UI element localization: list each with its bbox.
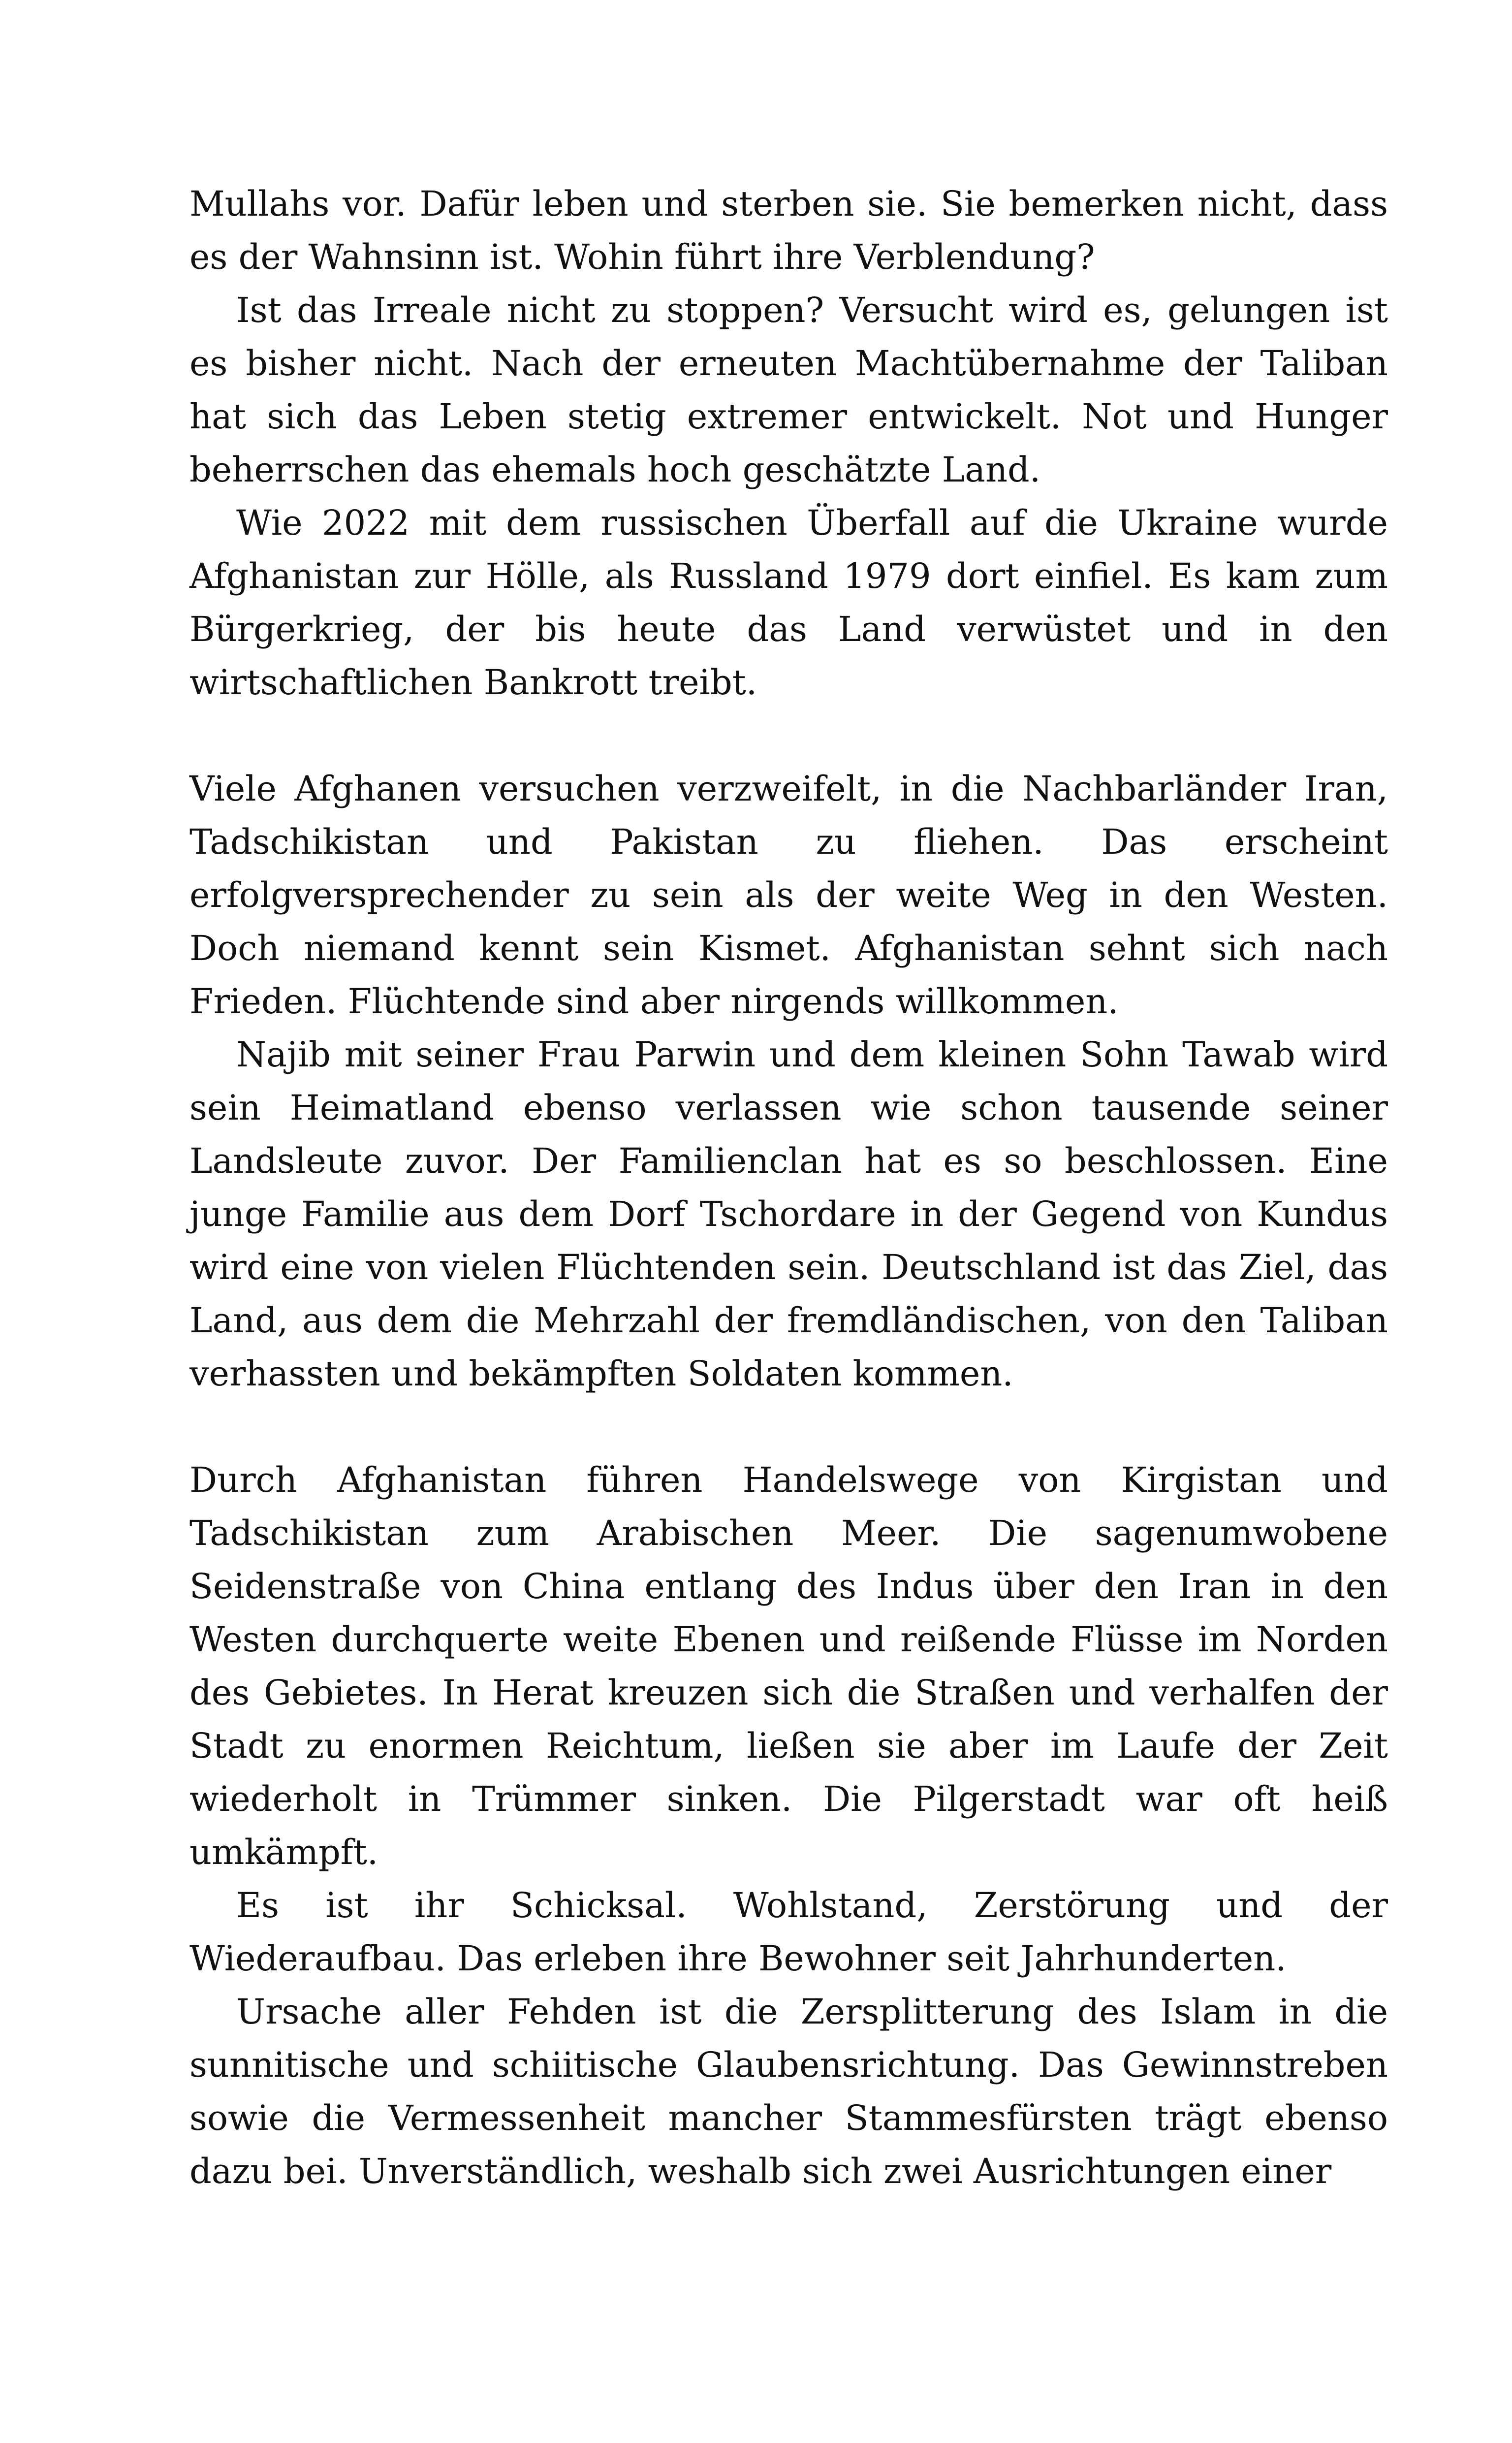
paragraph-1: Mullahs vor. Dafür leben und sterben sie. Sie bemerken nicht, dass es der Wahnsinn ist. Wohin führt ihre Verblendung? — [189, 184, 1388, 277]
paragraph-6: Durch Afghanistan führen Handelswege von Kirgistan und Tadschikistan zum Arabischen Meer. Die sagenumwobene Seidenstraße von China entlang des Indus über den Iran in den Westen durchquerte weite Ebenen und reißende Flüsse im Norden des Gebietes. In Herat kreuzen sich die Straßen und verhalfen der Stadt zu enormen Reichtum, ließen sie aber im Laufe der Zeit wiederholt in Trümmer sinken. Die Pilgerstadt war oft heiß umkämpft. — [189, 1460, 1388, 1872]
paragraph-4: Viele Afghanen versuchen verzweifelt, in die Nachbarländer Iran, Tadschikistan und Pakistan zu fliehen. Das erscheint erfolgversprechender zu sein als der weite Weg in den Westen. Doch niemand kennt sein Kismet. Afghanistan sehnt sich nach Frieden. Flüchtende sind aber nirgends willkommen. — [189, 769, 1388, 1022]
paragraph-2: Ist das Irreale nicht zu stoppen? Versucht wird es, gelungen ist es bisher nicht. Nach der erneuten Machtübernahme der Taliban hat sich das Leben stetig extremer entwickelt. Not und Hunger beherrschen das ehemals hoch geschätzte Land. — [189, 290, 1388, 490]
page-body — [189, 177, 1388, 2198]
paragraph-3: Wie 2022 mit dem russischen Überfall auf die Ukraine wurde Afghanistan zur Hölle, als Russland 1979 dort einfiel. Es kam zum Bürgerkrieg, der bis heute das Land verwüstet und in den wirtschaftlichen Bankrott treibt. — [189, 503, 1388, 703]
paragraph-7: Es ist ihr Schicksal. Wohlstand, Zerstörung und der Wiederaufbau. Das erleben ihre Bewohner seit Jahrhunderten. — [189, 1885, 1388, 1979]
paragraph-5: Najib mit seiner Frau Parwin und dem kleinen Sohn Tawab wird sein Heimatland ebenso verlassen wie schon tausende seiner Landsleute zuvor. Der Familienclan hat es so beschlossen. Eine junge Familie aus dem Dorf Tschordare in der Gegend von Kundus wird eine von vielen Flüchtenden sein. Deutschland ist das Ziel, das Land, aus dem die Mehrzahl der fremdländischen, von den Taliban verhassten und bekämpften Soldaten kommen. — [189, 1034, 1388, 1394]
paragraph-8: Ursache aller Fehden ist die Zersplitterung des Islam in die sunnitische und schiitische Glaubensrichtung. Das Gewinnstreben sowie die Vermessenheit mancher Stammesfürsten trägt ebenso dazu bei. Unverständlich, weshalb sich zwei Ausrichtungen einer — [189, 1992, 1388, 2191]
